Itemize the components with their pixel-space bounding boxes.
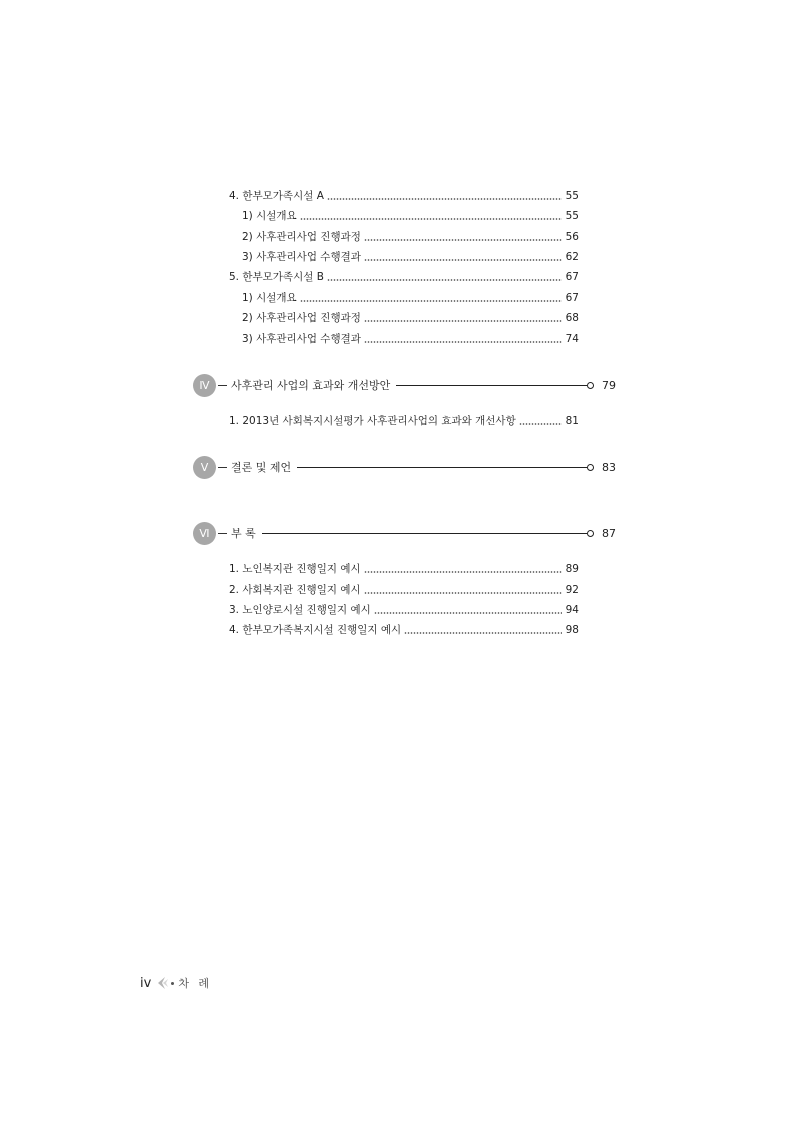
dot-leader (364, 341, 562, 343)
footer-dot (171, 982, 174, 985)
toc-entry[interactable] (229, 269, 579, 285)
toc-entry[interactable] (242, 331, 579, 347)
toc-entry-label: 2) 사후관리사업 진행과정 (242, 231, 361, 243)
chapter-page: 79 (602, 378, 616, 392)
toc-entry[interactable] (229, 622, 579, 638)
ring-icon (587, 530, 594, 537)
dot-leader (364, 592, 562, 594)
chapter-title: 부 록 (231, 527, 256, 540)
toc-entry-label: 2) 사후관리사업 진행과정 (242, 312, 361, 324)
footer-label: 차 례 (178, 977, 213, 990)
toc-entry-label: 4. 한부모가족시설 A (229, 190, 324, 202)
toc-entry[interactable] (242, 208, 579, 224)
chevron-left-icon (155, 976, 169, 990)
chapter-page: 87 (602, 526, 616, 540)
toc-entry-page: 62 (565, 251, 579, 263)
chapter-heading-6[interactable] (193, 520, 616, 546)
toc-entry-page: 67 (565, 271, 579, 283)
toc-entry-page: 67 (565, 292, 579, 304)
dot-leader (364, 239, 562, 241)
toc-entry[interactable] (229, 582, 579, 598)
chapter-dash (218, 533, 227, 534)
dot-leader (300, 300, 562, 302)
dot-leader (300, 218, 562, 220)
dot-leader (364, 571, 562, 573)
toc-entry-label: 1) 시설개요 (242, 210, 297, 222)
toc-entry-label: 3. 노인양로시설 진행일지 예시 (229, 604, 371, 616)
footer-page-number: iv (140, 975, 152, 991)
chapter-rule (262, 533, 587, 534)
toc-entry[interactable] (242, 249, 579, 265)
page-footer (140, 975, 212, 991)
chapter-rule (297, 467, 587, 468)
dot-leader (327, 279, 562, 281)
toc-entry-label: 1) 시설개요 (242, 292, 297, 304)
chapter-title: 사후관리 사업의 효과와 개선방안 (231, 379, 391, 392)
dot-leader (327, 198, 562, 200)
chapter-dash (218, 467, 227, 468)
toc-entry-page: 56 (565, 231, 579, 243)
toc-entry-label: 2. 사회복지관 진행일지 예시 (229, 584, 361, 596)
toc-entry-page: 68 (565, 312, 579, 324)
toc-entry-label: 3) 사후관리사업 수행결과 (242, 251, 361, 263)
toc-entry[interactable] (229, 561, 579, 577)
dot-leader (364, 320, 562, 322)
chapter-title: 결론 및 제언 (231, 461, 292, 474)
toc-entry[interactable] (242, 290, 579, 306)
chapter-number-badge: Ⅳ (193, 374, 216, 397)
chapter-heading-4[interactable] (193, 372, 616, 398)
dot-leader (404, 632, 562, 634)
ring-icon (587, 464, 594, 471)
toc-entry-label: 1. 2013년 사회복지시설평가 사후관리사업의 효과와 개선사항 (229, 415, 516, 427)
chapter-number-badge: Ⅵ (193, 522, 216, 545)
toc-entry-page: 74 (565, 333, 579, 345)
toc-entry-page: 94 (565, 604, 579, 616)
dot-leader (519, 423, 562, 425)
toc-entry-page: 89 (565, 563, 579, 575)
toc-entry-page: 55 (565, 210, 579, 222)
toc-entry[interactable] (242, 310, 579, 326)
toc-entry-page: 98 (565, 624, 579, 636)
dot-leader (374, 612, 562, 614)
toc-entry-page: 92 (565, 584, 579, 596)
chapter-number-badge: Ⅴ (193, 456, 216, 479)
toc-entry[interactable] (242, 229, 579, 245)
toc-entry[interactable] (229, 602, 579, 618)
toc-entry-label: 4. 한부모가족복지시설 진행일지 예시 (229, 624, 402, 636)
toc-entry-page: 81 (565, 415, 579, 427)
chapter-page: 83 (602, 460, 616, 474)
chapter-dash (218, 385, 227, 386)
toc-entry-page: 55 (565, 190, 579, 202)
chapter-heading-5[interactable] (193, 454, 616, 480)
toc-entry[interactable] (229, 413, 579, 429)
toc-entry-label: 1. 노인복지관 진행일지 예시 (229, 563, 361, 575)
ring-icon (587, 382, 594, 389)
toc-entry[interactable] (229, 188, 579, 204)
chapter-rule (396, 385, 587, 386)
dot-leader (364, 259, 562, 261)
toc-entry-label: 5. 한부모가족시설 B (229, 271, 324, 283)
toc-entry-label: 3) 사후관리사업 수행결과 (242, 333, 361, 345)
